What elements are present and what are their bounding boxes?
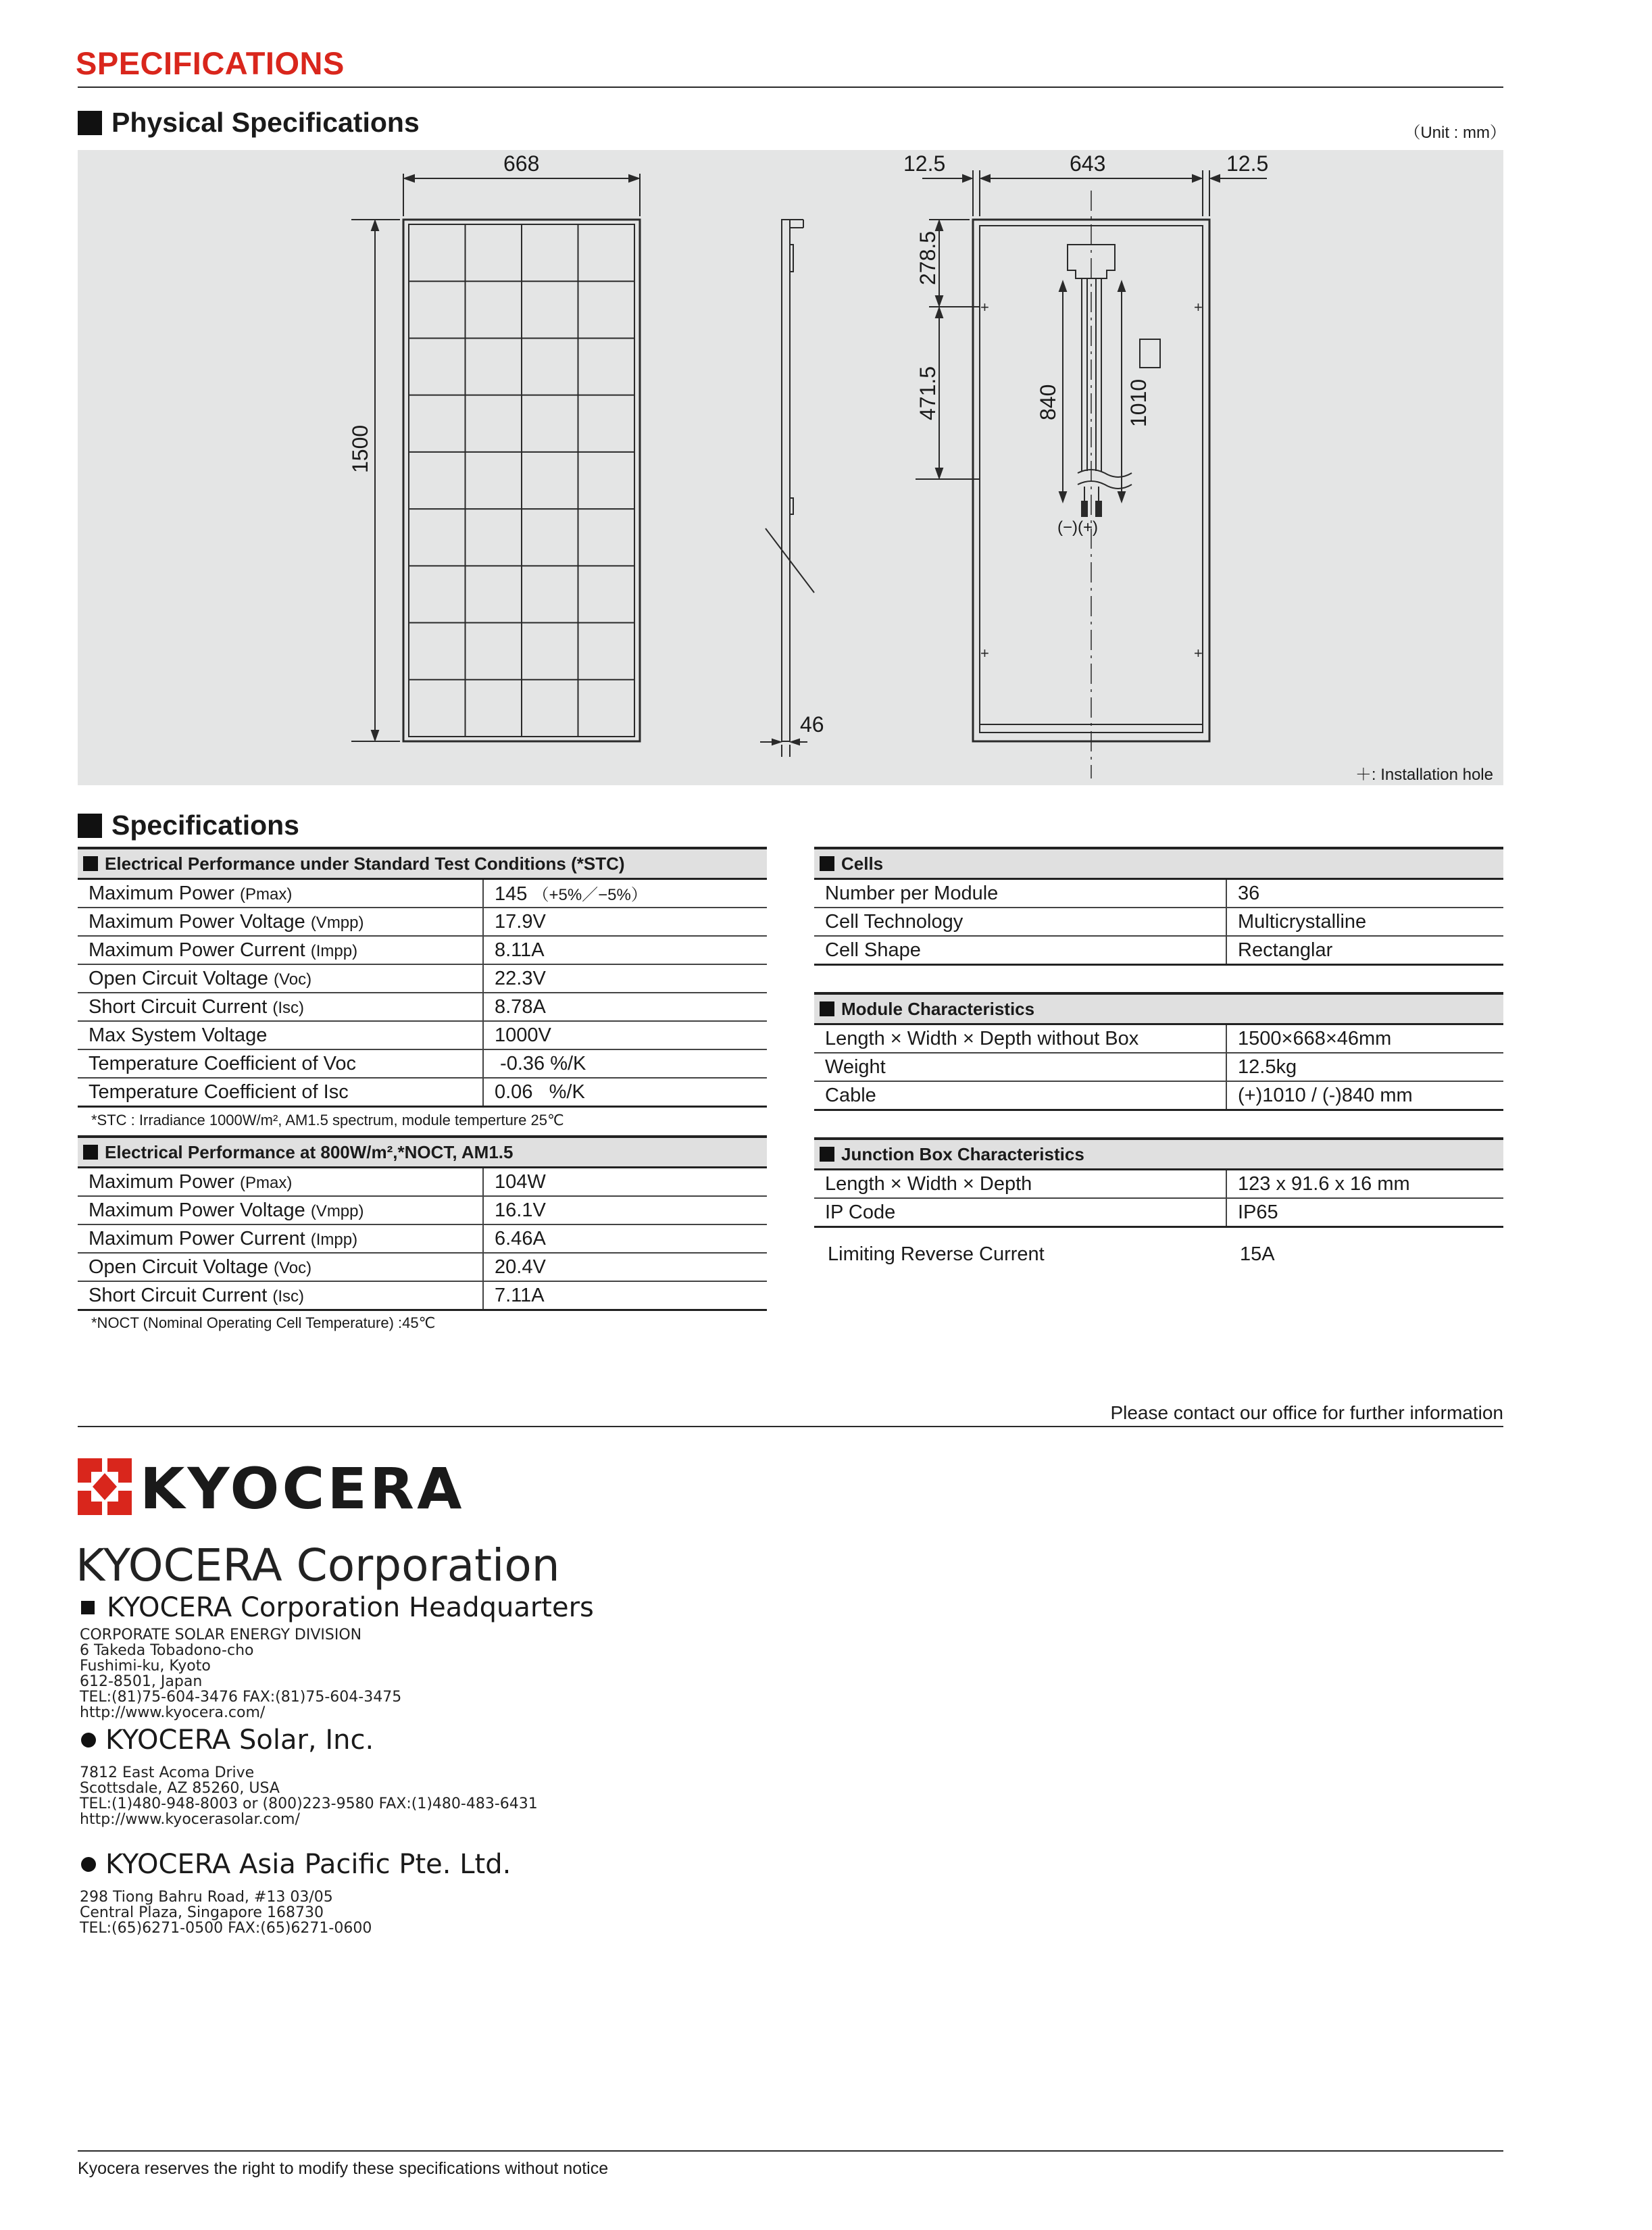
reverse-current-label: Limiting Reverse Current	[828, 1243, 1045, 1265]
front-height-dim: 1500	[348, 424, 372, 473]
junction-heading: Junction Box Characteristics	[814, 1139, 1503, 1170]
cable-neg-dim: 840	[1036, 384, 1060, 420]
office-address-asia-pacific: 298 Tiong Bahru Road, #13 03/05 Central Plaza, Singapore 168730 TEL:(65)6271-0500 FAX:(65)6271-0600	[80, 1889, 372, 1937]
square-bullet-icon	[820, 1147, 834, 1162]
table-row: Cell Technology Multicrystalline	[814, 908, 1503, 936]
square-bullet-icon	[820, 856, 834, 871]
panel-drawing	[78, 150, 1503, 785]
dimension-drawing	[78, 150, 1503, 785]
logo-wordmark: KYOCERA	[140, 1456, 465, 1522]
table-row: Open Circuit Voltage (Voc) 20.4V	[78, 1253, 767, 1281]
stc-heading: Electrical Performance under Standard Test Conditions (*STC)	[78, 848, 767, 879]
kyocera-logo	[78, 1453, 465, 1524]
square-bullet-icon	[83, 856, 98, 871]
table-row: Maximum Power Voltage (Vmpp) 16.1V	[78, 1196, 767, 1224]
table-row: Length × Width × Depth 123 x 91.6 x 16 mm	[814, 1170, 1503, 1199]
table-row: Cell Shape Rectanglar	[814, 936, 1503, 965]
table-row: Short Circuit Current (Isc) 8.78A	[78, 993, 767, 1021]
table-row: IP Code IP65	[814, 1198, 1503, 1227]
noct-note: *NOCT (Nominal Operating Cell Temperature) :45℃	[91, 1314, 436, 1331]
physical-specs-heading: Physical Specifications	[78, 107, 420, 139]
page-title: SPECIFICATIONS	[76, 45, 345, 81]
cable-pos-dim: 1010	[1126, 378, 1151, 427]
unit-note: （Unit : mm）	[1404, 124, 1506, 142]
table-row: Number per Module 36	[814, 879, 1503, 908]
noct-table	[78, 1135, 767, 1311]
table-row: Length × Width × Depth without Box 1500×668×46mm	[814, 1024, 1503, 1054]
installation-hole-note: ＋: Installation hole	[1355, 766, 1493, 784]
table-row: Max System Voltage 1000V	[78, 1021, 767, 1049]
square-bullet-icon	[78, 111, 102, 135]
junction-table	[814, 1137, 1503, 1228]
stc-table	[78, 847, 767, 1108]
office-address-solar-inc: 7812 East Acoma Drive Scottsdale, AZ 85260, USA TEL:(1)480-948-8003 or (800)223-9580 FAX:(1)480-483-6431 http://www.kyocerasolar.com/	[80, 1764, 538, 1828]
back-left-margin-dim: 12.5	[903, 151, 946, 176]
table-row: Cable (+)1010 / (-)840 mm	[814, 1081, 1503, 1110]
side-depth-dim: 46	[800, 712, 824, 737]
module-table	[814, 992, 1503, 1111]
cells-table	[814, 847, 1503, 966]
back-span-dim: 643	[1070, 151, 1106, 176]
table-row: Temperature Coefficient of Isc 0.06 %/K	[78, 1078, 767, 1107]
module-heading: Module Characteristics	[814, 993, 1503, 1024]
office-address-headquarters: CORPORATE SOLAR ENERGY DIVISION 6 Takeda Tobadono-cho Fushimi-ku, Kyoto 612-8501, Japan TEL:(81)75-604-3476 FAX:(81)75-604-3475 http://www.kyocera.com/	[80, 1627, 402, 1721]
table-row: Maximum Power (Pmax) 104W	[78, 1168, 767, 1197]
table-row: Open Circuit Voltage (Voc) 22.3V	[78, 964, 767, 993]
table-row: Weight 12.5kg	[814, 1053, 1503, 1081]
contact-note: Please contact our office for further information	[1110, 1402, 1503, 1423]
cell-grid	[409, 224, 634, 737]
back-mid-dim: 471.5	[916, 366, 940, 420]
title-rule	[78, 86, 1503, 88]
corporation-name: KYOCERA Corporation	[76, 1539, 560, 1591]
office-title-solar-inc: KYOCERA Solar, Inc.	[76, 1725, 374, 1756]
office-title-asia-pacific: KYOCERA Asia Pacific Pte. Ltd.	[76, 1849, 511, 1880]
svg-text:+: +	[1194, 645, 1203, 662]
office-title-headquarters: KYOCERA Corporation Headquarters	[76, 1592, 594, 1623]
noct-heading: Electrical Performance at 800W/m²,*NOCT, AM1.5	[78, 1137, 767, 1168]
back-top-dim: 278.5	[916, 230, 940, 285]
reverse-current-value: 15A	[1240, 1243, 1275, 1265]
square-bullet-icon	[83, 1145, 98, 1160]
svg-text:+: +	[980, 299, 989, 316]
round-bullet-icon	[81, 1733, 96, 1748]
cells-heading: Cells	[814, 848, 1503, 879]
round-bullet-icon	[81, 1857, 96, 1872]
table-row: Maximum Power (Pmax) 145 （+5%／−5%）	[78, 879, 767, 908]
square-bullet-icon	[78, 814, 102, 838]
contact-rule	[78, 1426, 1503, 1427]
front-width-dim: 668	[503, 151, 540, 176]
back-right-margin-dim: 12.5	[1226, 151, 1269, 176]
square-bullet-icon	[81, 1601, 95, 1614]
svg-text:+: +	[1194, 299, 1203, 316]
footer-disclaimer: Kyocera reserves the right to modify these specifications without notice	[78, 2159, 609, 2178]
square-bullet-icon	[820, 1001, 834, 1016]
specifications-heading: Specifications	[78, 810, 299, 841]
table-row: Maximum Power Current (Impp) 8.11A	[78, 936, 767, 964]
table-row: Maximum Power Voltage (Vmpp) 17.9V	[78, 908, 767, 936]
table-row: Maximum Power Current (Impp) 6.46A	[78, 1224, 767, 1253]
footer-rule	[78, 2150, 1503, 2152]
svg-text:+: +	[980, 645, 989, 662]
polarity-label: (−)(+)	[1057, 518, 1098, 537]
stc-note: *STC : Irradiance 1000W/m², AM1.5 spectrum, module temperture 25℃	[91, 1112, 564, 1129]
table-row: Temperature Coefficient of Voc -0.36 %/K	[78, 1049, 767, 1078]
table-row: Short Circuit Current (Isc) 7.11A	[78, 1281, 767, 1310]
